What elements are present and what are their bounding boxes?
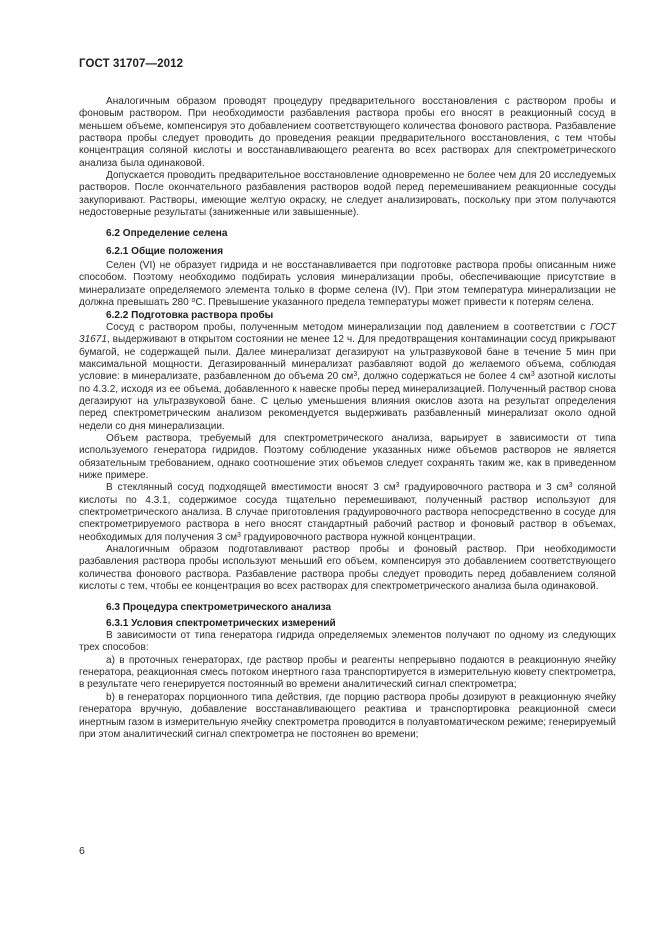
paragraph-text: градуировочного раствора нужной концентрации. xyxy=(240,531,476,543)
paragraph-text: азотной кислоты по 4.3.2, исходя из ее объема, добавленного к навеске пробы перед минерализацией. Полученный раствор снова дегазируют на ультразвуковой бане. С целью уменьшения влияния окислов азота на результат определения перед спектрометрическим анализом рекомендуется выдерживать разбавленный минерализат около одной недели со дня минерализации. xyxy=(79,371,616,432)
superscript: 3 xyxy=(395,482,400,490)
paragraph: Допускается проводить предварительное восстановление одновременно не более чем для 20 исследуемых растворов. После окончательного разбавления растворов водой перед перемешиванием реакционные сосуды закупоривают. Растворы, имеющие желтую окраску, не следует анализировать, поскольку при этом получаются недостоверные результаты (заниженные или завышенные). xyxy=(79,170,616,219)
paragraph: Аналогичным образом подготавливают раствор пробы и фоновый раствор. При необходимости разбавления раствора пробы используют меньший его объем, компенсируя это добавлением соответствующего количества фонового раствора. Разбавление раствора пробы следует проводить перед добавлением соляной кислоты с тем, чтобы ее концентрация во всех растворах для спектрометрического анализа была одинаковой. xyxy=(79,544,616,593)
document-header: ГОСТ 31707—2012 xyxy=(79,58,184,70)
paragraph: Аналогичным образом проводят процедуру предварительного восстановления с раствором пробы и фоновым раствором. При необходимости разбавления раствора пробы его вносят в реакционный сосуд в меньшем объеме, компенсируя это добавлением соответствующего количества фонового раствора. Разбавление раствора пробы следует проводить до проведения реакции предварительного восстановления, с тем чтобы концентрация соляной кислоты и восстанавливающего реагента во всех растворах для спектрометрического анализа была одинаковой. xyxy=(79,96,616,169)
paragraph: Объем раствора, требуемый для спектрометрического анализа, варьирует в зависимости от типа используемого генератора гидридов. Поэтому соблюдение указанных ниже объемов растворов не является обязательным требованием, однако соотношение этих объемов следует сохранять таким же, как в приведенном ниже примере. xyxy=(79,432,616,481)
subsection-heading-6-2-1: 6.2.1 Общие положения xyxy=(106,245,224,257)
section-heading-6-2: 6.2 Определение селена xyxy=(106,228,228,240)
paragraph-text: С. Превышение указанного предела температуры может привести к потерям селена. xyxy=(195,297,594,309)
list-item-b: b) в генераторах порционного типа действия, где порцию раствора пробы дозируют в реакционную ячейку генератора вручную, добавление восстанавливающего реактива и транспортировка реакционной смеси инертным газом в измерительную ячейку спектрометра проводится в полуавтоматическом режиме; генерируемый при этом аналитический сигнал спектрометра не постоянен во времени; xyxy=(79,691,616,740)
superscript: 3 xyxy=(530,371,535,379)
superscript: 3 xyxy=(568,482,573,490)
paragraph-text: соляной кислоты по 4.3.1, содержимое сосуда тщательно перемешивают, полученный раствор используют для спектрометрического анализа. В случае приготовления градуировочного раствора непосредственно в сосуде для спектрометрируемого раствора в него вносят стандартный рабочий раствор и фоновый раствор в объемах, необходимых для получения 3 см xyxy=(79,482,616,543)
paragraph: В зависимости от типа генератора гидрида определяемых элементов получают по одному из следующих трех способов: xyxy=(79,630,616,654)
superscript: 3 xyxy=(353,371,358,379)
paragraph xyxy=(79,260,616,309)
subsection-heading-6-2-2: 6.2.2 Подготовка раствора пробы xyxy=(106,309,274,321)
list-item-a: а) в проточных генераторах, где раствор пробы и реагенты непрерывно подаются в реакционную ячейку генератора, реакционная смесь потоком инертного газа транспортируется в измерительную кювету спектрометра, в результате чего генерируется постоянный во времени аналитический сигнал спектрометра; xyxy=(79,654,616,691)
paragraph-text: , должно содержаться не более 4 см xyxy=(357,371,531,383)
page-number: 6 xyxy=(79,845,85,857)
standard-reference: ГОСТ 31671 xyxy=(79,321,616,346)
paragraph-text: , выдерживают в открытом состоянии не менее 12 ч. Для предотвращения контаминации сосуд прикрывают бумагой, не содержащей пыли. Далее минерализат дегазируют на ультразвуковой бане в течение 5 мин при максимальной мощности. Дегазированный минерализат разбавляют водой до желаемого объема, соблюдая условие: в минерализате, разбавленном до объема 20 см xyxy=(79,334,616,383)
paragraph-text: В стеклянный сосуд подходящей вместимости вносят 3 см xyxy=(106,482,396,494)
superscript: о xyxy=(191,297,196,305)
subsection-heading-6-3-1: 6.3.1 Условия спектрометрических измерений xyxy=(106,617,336,629)
superscript: 3 xyxy=(237,531,241,539)
paragraph xyxy=(79,322,616,433)
document-body xyxy=(79,96,616,741)
paragraph-text: Селен (VI) не образует гидрида и не восстанавливается при подготовке раствора пробы описанным ниже способом. Поэтому необходимо подбирать условия минерализации пробы, обеспечивающие присутствие в минерализате определяемого элемента только в форме селена (IV). При этом температура минерализации не должна превышать 280 xyxy=(79,260,616,309)
section-heading-6-3: 6.3 Процедура спектрометрического анализа xyxy=(106,602,332,614)
paragraph xyxy=(79,482,616,544)
paragraph-text: градуировочного раствора и 3 см xyxy=(399,482,569,494)
paragraph-text: Сосуд с раствором пробы, полученным методом минерализации под давлением в соответствии с xyxy=(106,321,590,333)
